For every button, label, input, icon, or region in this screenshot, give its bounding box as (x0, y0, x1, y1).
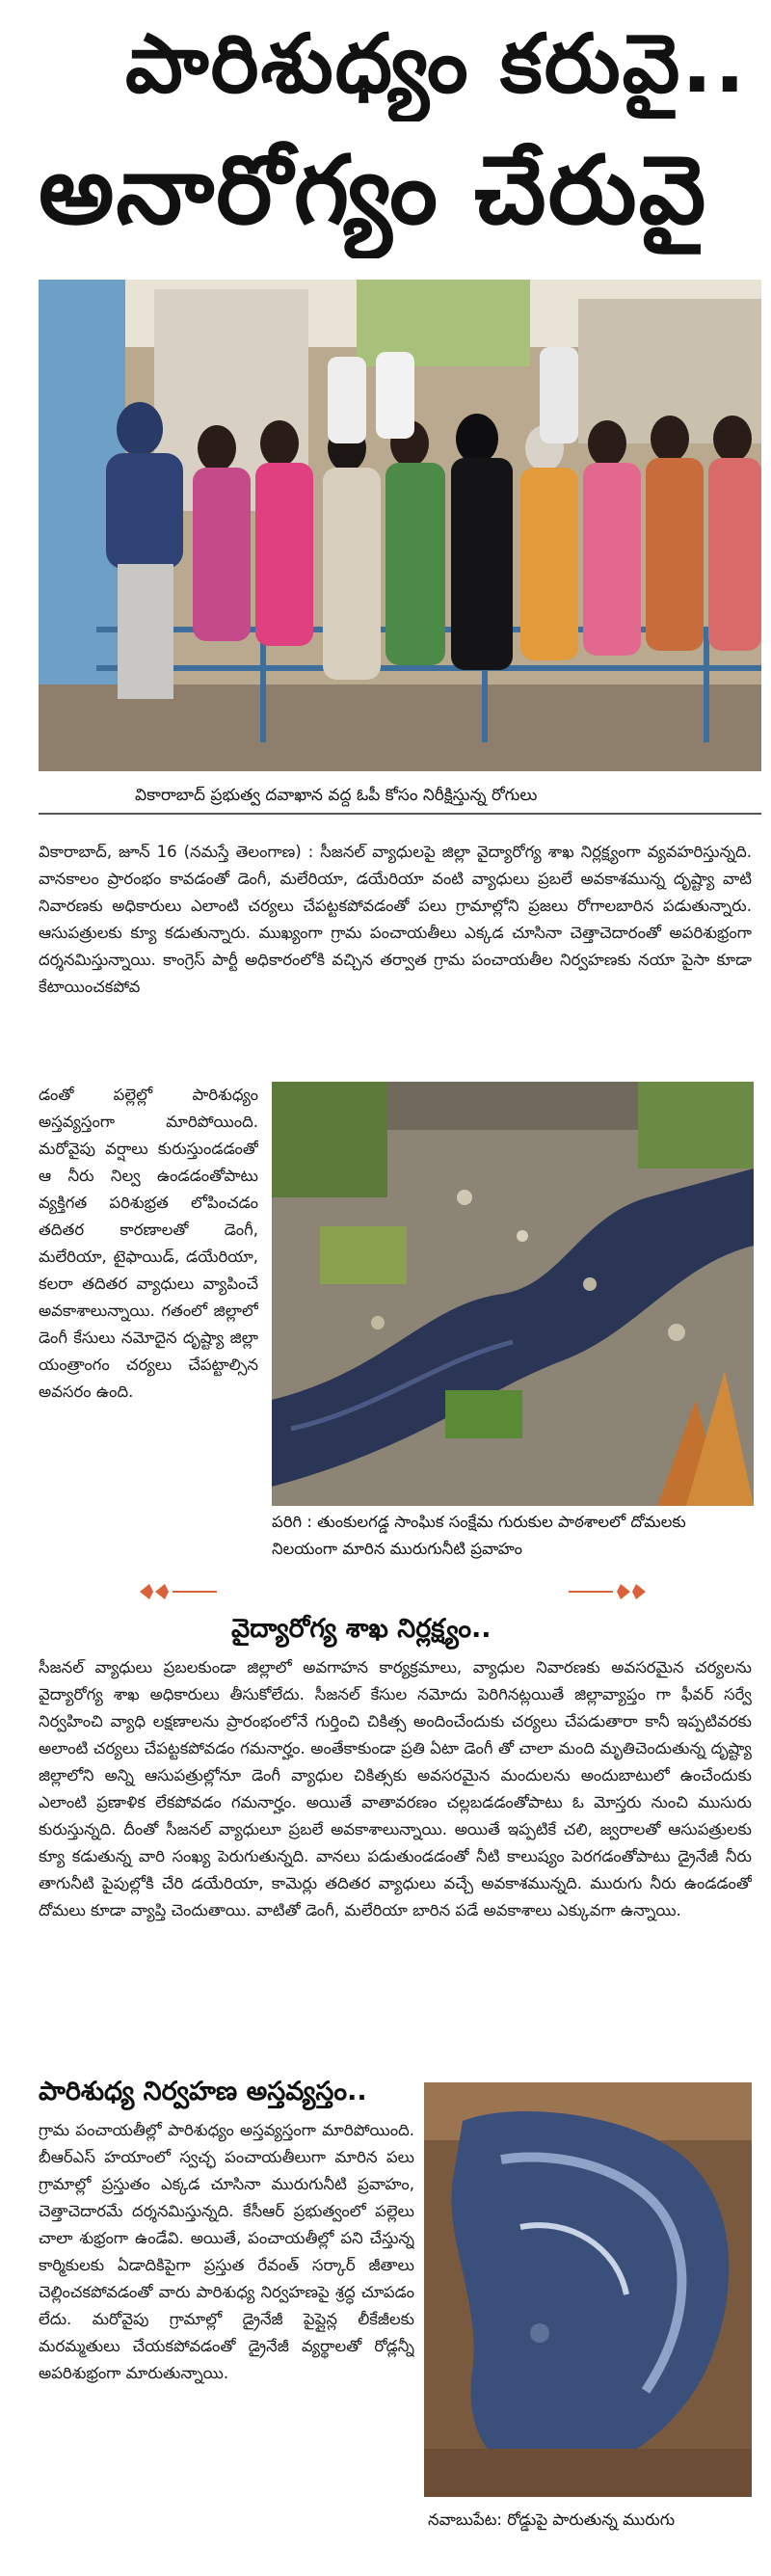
photo1-caption: వికారాబాద్ ప్రభుత్వ దవాఖాన వద్ద ఓపీ కోసం నిరీక్షిస్తున్న రోగులు (39, 776, 761, 815)
article-intro: వికారాబాద్, జూన్ 16 (నమస్తే తెలంగాణ) : సీజనల్ వ్యాధులపై జిల్లా వైద్యారోగ్య శాఖ నిర్లక్ష్యంగా వ్యవహరిస్తున్నది. వానకాలం ప్రారంభం కావడంతో డెంగీ, మలేరియా, డయేరియా వంటి వ్యాధులు ప్రబలే అవకాశమున్న దృష్ట్యా వాటి నివారణకు అధికారులు ఎలాంటి చర్యలు చేపట్టకపోవడంతో పలు గ్రామాల్లోని ప్రజలు రోగాలబారిన పడుతున్నారు. ఆసుపత్రులకు క్యూ కడుతున్నారు. ముఖ్యంగా గ్రామ పంచాయతీలు ఎక్కడ చూసినా చెత్తాచెదారంతో అపరిశుభ్రంగా దర్శనమిస్తున్నాయి. కాంగ్రెస్ పార్టీ అధికారంలోకి వచ్చిన తర్వాత గ్రామ పంచాయతీల నిర్వహణకు నయా పైసా కూడా కేటాయించకపోవ (39, 843, 752, 996)
ornament-right (569, 1584, 646, 1599)
article-section-2: గ్రామ పంచాయతీల్లో పారిశుధ్యం అస్తవ్యస్తంగా మారిపోయింది. బీఆర్ఎస్ హయాంలో స్వచ్ఛ పంచాయతీలుగా మారిన పలు గ్రామాల్లో ప్రస్తుతం ఎక్కడ చూసినా మురుగునీటి ప్రవాహం, చెత్తాచెదారమే దర్శనమిస్తున్నది. కేసీఆర్ ప్రభుత్వంలో పల్లెలు చాలా శుభ్రంగా ఉండేవి. అయితే, పంచాయతీల్లో పని చేస్తున్న కార్మికులకు ఏడాదికిపైగా ప్రస్తుత రేవంత్ సర్కార్ జీతాలు చెల్లించకపోవడంతో వారు పారిశుధ్య నిర్వహణపై శ్రద్ధ చూపడం లేదు. మరోవైపు గ్రామాల్లో డ్రైనేజీ పైప్లైన్ల లీకేజీలకు మరమ్మతులు చేయకపోవడంతో డ్రైనేజీ వ్యర్థాలతో రోడ్లన్నీ అపరిశుభ్రంగా మారుతున్నాయి. (39, 2121, 414, 2382)
subhead-sanitation-mismanagement: పారిశుధ్య నిర్వహణ అస్తవ్యస్తం.. (39, 2077, 367, 2106)
photo2-caption: పరిగి : తుంకులగడ్డ సాంఘిక సంక్షేమ గురుకుల పాఠశాలలో దోమలకు నిలయంగా మారిన మురుగునీటి ప్రవాహం (272, 1513, 686, 1558)
road-sewage-photo (424, 2082, 752, 2497)
headline-line-2: అనారోగ్యం చేరువై (39, 136, 708, 246)
sewage-flow-photo (272, 1082, 754, 1506)
ornament-left (140, 1584, 217, 1599)
article-section-1: సీజనల్ వ్యాధులు ప్రబలకుండా జిల్లాలో అవగాహన కార్యక్రమాలు, వ్యాధుల నివారణకు అవసరమైన చర్యలను వైద్యారోగ్య శాఖ అధికారులు తీసుకోలేదు. సీజనల్ కేసుల నమోదు పెరిగినట్లయితే జిల్లావ్యాప్తం గా ఫీవర్ సర్వే నిర్వహించి వ్యాధి లక్షణాలను ప్రారంభంలోనే గుర్తించి చికిత్స అందించేందుకు చర్యలు చేపడుతారా కానీ ఇప్పటివరకు అలాంటి చర్యలు చేపట్టకపోవడం గమనార్హం. అంతేకాకుండా ప్రతి ఏటా డెంగీ తో చాలా మంది మృతిచెందుతున్న దృష్ట్యా జిల్లాలోని అన్ని ఆసుపత్రుల్లోనూ డెంగీ వ్యాధుల చికిత్సకు అవసరమైన మందులను అందుబాటులో ఉంచేందుకు ఎలాంటి ప్రణాళిక లేకపోవడం గమనార్హం. అయితే వాతావరణం చల్లబడడంతోపాటు ఓ మోస్తరు నుంచి ముసురు కురుస్తున్నది. దీంతో సీజనల్ వ్యాధులూ ప్రబలే అవకాశాలున్నాయి. అయితే ఇప్పటికే చలి, జ్వరాలతో ఆసుపత్రులకు క్యూ కడుతున్న వారి సంఖ్య పెరుగుతున్నది. వానలు పడుతుండడంతో నీటి కాలుష్యం పెరగడంతోపాటు డ్రైనేజీ నీరు తాగునీటి పైపుల్లోకి చేరి డయేరియా, కామెర్లు తదితర వ్యాధులు వచ్చే అవకాశమున్నది. మురుగు నీరు ఉండడంతో దోమలు కూడా వ్యాప్తి చెందుతాయి. వాటితో డెంగీ, మలేరియా బారిన పడే అవకాశాలు ఎక్కువగా ఉన్నాయి. (39, 1658, 752, 1919)
subhead-health-dept-negligence: వైద్యారోగ్య శాఖ నిర్లక్ష్యం.. (231, 1614, 492, 1644)
article-left-column: డంతో పల్లెల్లో పారిశుధ్యం అస్తవ్యస్తంగా మారిపోయింది. మరోవైపు వర్షాలు కురుస్తుండడంతో ఆ నీరు నిల్వ ఉండడంతోపాటు వ్యక్తిగత పరిశుభ్రత లోపించడం తదితర కారణాలతో డెంగీ, మలేరియా, టైఫాయిడ్, డయేరియా, కలరా తదితర వ్యాధులు వ్యాపించే అవకాశాలున్నాయి. గతంలో జిల్లాలో డెంగీ కేసులు నమోదైన దృష్ట్యా జిల్లా యంత్రాంగం చర్యలు చేపట్టాల్సిన అవసరం ఉంది. (39, 1086, 258, 1401)
patients-queue-photo (39, 280, 761, 771)
headline-line-1: పారిశుధ్యం కరువై.. (125, 16, 748, 111)
photo3-caption: నవాబుపేట: రోడ్డుపై పారుతున్న మురుగు (428, 2510, 676, 2529)
